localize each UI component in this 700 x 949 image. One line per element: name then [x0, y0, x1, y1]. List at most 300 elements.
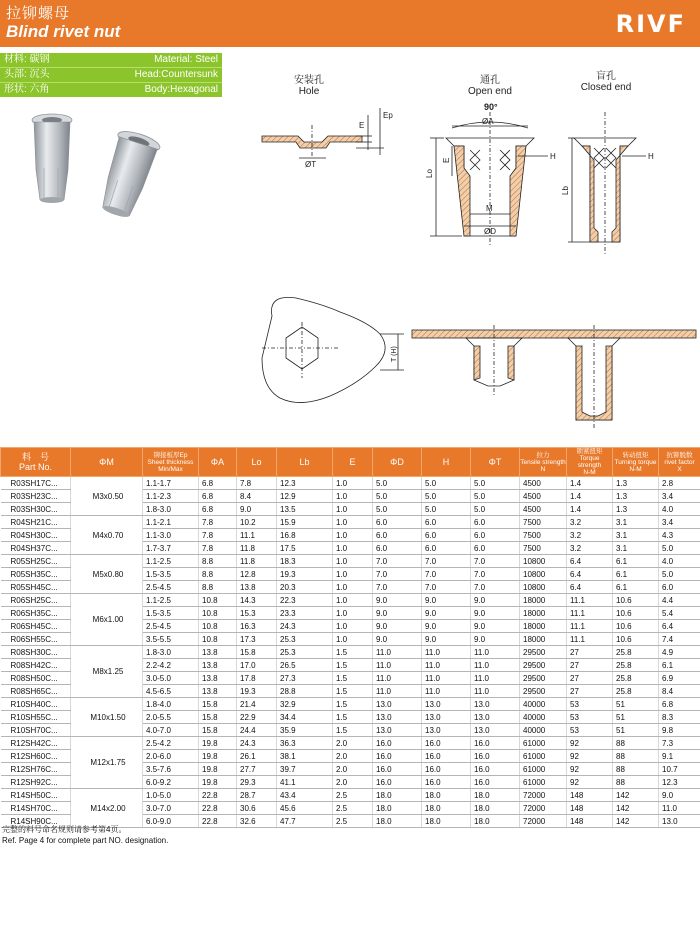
table-cell: 7.0: [422, 581, 471, 594]
table-cell: 10.6: [613, 633, 659, 646]
table-cell: 1.4: [567, 477, 613, 490]
table-cell: 13.8: [237, 581, 277, 594]
table-cell: 1.1-2.5: [143, 555, 199, 568]
spec-table: [0, 447, 700, 828]
table-cell: 10.8: [199, 633, 237, 646]
table-cell: 27: [567, 672, 613, 685]
table-cell: 10.6: [613, 594, 659, 607]
column-header: [613, 448, 659, 477]
table-cell: 1.0: [333, 490, 373, 503]
table-cell: 9.1: [659, 750, 700, 763]
table-cell: 5.0: [422, 503, 471, 516]
table-cell: 18.0: [471, 815, 520, 828]
table-cell: 13.0: [373, 724, 422, 737]
table-cell: 7.0: [373, 555, 422, 568]
table-cell: 21.4: [237, 698, 277, 711]
table-cell: 18000: [520, 633, 567, 646]
part-number-cell: R05SH35C...: [1, 568, 71, 581]
column-header-cn: 料 号: [21, 452, 49, 462]
table-cell: 11.8: [237, 555, 277, 568]
table-cell: 1.7-3.7: [143, 542, 199, 555]
column-header: [373, 448, 422, 477]
table-cell: 25.8: [613, 659, 659, 672]
label-d: ØD: [484, 227, 496, 236]
table-cell: 1.0: [333, 503, 373, 516]
part-number-cell: R12SH76C...: [1, 763, 71, 776]
table-cell: 1.5: [333, 711, 373, 724]
column-header-en: ΦD: [390, 457, 404, 467]
table-cell: 7.0: [471, 568, 520, 581]
table-cell: 2.0: [333, 737, 373, 750]
open-end-caption: [458, 71, 522, 97]
table-cell: 5.0: [422, 477, 471, 490]
table-cell: 3.0-5.0: [143, 672, 199, 685]
table-header-row: [1, 448, 700, 477]
material-cn: 材料: 碳钢: [4, 54, 50, 65]
table-cell: 1.3: [613, 477, 659, 490]
table-cell: 26.5: [277, 659, 333, 672]
thread-size-cell: M12x1.75: [71, 737, 143, 789]
table-cell: 11.0: [471, 659, 520, 672]
part-number-cell: R06SH45C...: [1, 620, 71, 633]
table-cell: 19.8: [199, 763, 237, 776]
table-cell: 18000: [520, 594, 567, 607]
note-cn: 完整的料号命名规则请参考第4页。: [2, 825, 127, 834]
table-cell: 1.1-1.7: [143, 477, 199, 490]
title-english: Blind rivet nut: [6, 22, 121, 41]
table-cell: 29500: [520, 672, 567, 685]
table-cell: 3.5-5.5: [143, 633, 199, 646]
table-cell: 6.1: [613, 555, 659, 568]
table-cell: 2.5-4.5: [143, 581, 199, 594]
part-number-cell: R10SH40C...: [1, 698, 71, 711]
table-cell: 5.0: [471, 477, 520, 490]
body-cn: 形状: 六角: [4, 84, 50, 95]
table-cell: 72000: [520, 815, 567, 828]
table-cell: 22.8: [199, 789, 237, 802]
table-cell: 22.8: [199, 815, 237, 828]
table-cell: 9.0: [471, 594, 520, 607]
table-cell: 13.0: [422, 724, 471, 737]
table-cell: 13.0: [422, 711, 471, 724]
table-cell: 1.0: [333, 594, 373, 607]
table-cell: 142: [613, 815, 659, 828]
column-header-sub: N: [540, 465, 546, 473]
part-number-cell: R08SH50C...: [1, 672, 71, 685]
table-cell: 11.1: [567, 633, 613, 646]
table-cell: 1.0: [333, 477, 373, 490]
label-th: T (H): [391, 346, 398, 362]
table-cell: 16.0: [471, 737, 520, 750]
table-cell: 6.0: [471, 542, 520, 555]
table-cell: 18.0: [471, 789, 520, 802]
table-cell: 6.0: [471, 529, 520, 542]
table-cell: 7.4: [659, 633, 700, 646]
table-cell: 19.8: [199, 750, 237, 763]
table-cell: 7.0: [373, 581, 422, 594]
table-cell: 29500: [520, 659, 567, 672]
table-cell: 6.0-9.0: [143, 815, 199, 828]
table-cell: 8.4: [237, 490, 277, 503]
table-cell: 9.0: [422, 594, 471, 607]
table-cell: 18.0: [422, 789, 471, 802]
spec-table-wrap: [0, 447, 700, 828]
table-cell: 13.8: [199, 659, 237, 672]
technical-drawing: [0, 0, 700, 445]
table-cell: 47.7: [277, 815, 333, 828]
table-cell: 25.3: [277, 646, 333, 659]
label-e-hole: E: [359, 121, 365, 130]
table-cell: 1.5: [333, 672, 373, 685]
table-cell: 2.0: [333, 776, 373, 789]
hole-caption: [284, 71, 334, 97]
table-cell: 16.0: [471, 750, 520, 763]
table-cell: 19.8: [199, 737, 237, 750]
open-end-diagram: [430, 112, 548, 245]
table-row: [1, 516, 700, 529]
table-cell: 1.1-3.0: [143, 529, 199, 542]
closed-end-caption-en: Closed end: [580, 82, 632, 93]
table-cell: 40000: [520, 711, 567, 724]
table-cell: 1.0: [333, 529, 373, 542]
table-cell: 1.5: [333, 659, 373, 672]
table-cell: 12.8: [237, 568, 277, 581]
column-header-cn: 铆接板厚Ep: [153, 451, 188, 459]
table-cell: 11.0: [422, 659, 471, 672]
table-cell: 1.0: [333, 581, 373, 594]
table-cell: 13.0: [471, 711, 520, 724]
table-cell: 3.4: [659, 516, 700, 529]
part-number-cell: R05SH25C...: [1, 555, 71, 568]
brand-logo: RIVF: [615, 10, 686, 38]
column-header-cn: 锁紧扭矩: [576, 448, 603, 455]
table-cell: 6.8: [199, 477, 237, 490]
label-a: ØA: [482, 117, 494, 126]
table-cell: 10800: [520, 581, 567, 594]
table-cell: 8.8: [199, 568, 237, 581]
table-cell: 6.0-9.2: [143, 776, 199, 789]
table-cell: 6.0: [422, 542, 471, 555]
table-cell: 1.0-5.0: [143, 789, 199, 802]
table-cell: 4.3: [659, 529, 700, 542]
table-cell: 7.0: [422, 568, 471, 581]
table-cell: 24.4: [237, 724, 277, 737]
column-header: [1, 448, 71, 477]
table-cell: 34.4: [277, 711, 333, 724]
table-cell: 15.3: [237, 607, 277, 620]
table-cell: 5.0: [373, 503, 422, 516]
table-cell: 6.9: [659, 672, 700, 685]
table-cell: 16.0: [373, 776, 422, 789]
material-en: Material: Steel: [154, 54, 218, 65]
table-cell: 27: [567, 659, 613, 672]
note-en: Ref. Page 4 for complete part NO. designation.: [2, 836, 169, 845]
table-cell: 41.1: [277, 776, 333, 789]
table-cell: 9.0: [422, 607, 471, 620]
table-cell: 7.8: [199, 529, 237, 542]
table-cell: 6.0: [373, 542, 422, 555]
part-number-cell: R10SH55C...: [1, 711, 71, 724]
column-header-en: Tensile strength: [520, 458, 566, 466]
table-cell: 148: [567, 789, 613, 802]
table-cell: 6.0: [471, 516, 520, 529]
part-number-cell: R06SH35C...: [1, 607, 71, 620]
part-number-cell: R12SH42C...: [1, 737, 71, 750]
table-cell: 6.8: [199, 503, 237, 516]
table-cell: 7500: [520, 529, 567, 542]
table-cell: 36.3: [277, 737, 333, 750]
table-cell: 51: [613, 711, 659, 724]
table-cell: 11.1: [567, 607, 613, 620]
table-cell: 1.1-2.1: [143, 516, 199, 529]
table-cell: 16.3: [237, 620, 277, 633]
table-cell: 11.0: [471, 672, 520, 685]
table-cell: 16.0: [422, 737, 471, 750]
table-cell: 40000: [520, 724, 567, 737]
table-cell: 35.9: [277, 724, 333, 737]
table-cell: 11.8: [237, 542, 277, 555]
column-header-sub: X: [677, 465, 682, 473]
column-header-en: ΦM: [99, 457, 114, 467]
table-cell: 27.3: [277, 672, 333, 685]
label-t: ØT: [305, 160, 317, 169]
table-cell: 5.0: [471, 503, 520, 516]
table-cell: 4.0: [659, 503, 700, 516]
table-cell: 11.0: [659, 802, 700, 815]
part-number-cell: R10SH70C...: [1, 724, 71, 737]
table-cell: 8.8: [199, 581, 237, 594]
table-cell: 7.8: [237, 477, 277, 490]
column-header-en: ΦT: [488, 457, 502, 467]
table-cell: 7.0: [471, 555, 520, 568]
part-number-cell: R03SH17C...: [1, 477, 71, 490]
thread-size-cell: M4x0.70: [71, 516, 143, 555]
table-cell: 7500: [520, 542, 567, 555]
table-cell: 2.0-5.5: [143, 711, 199, 724]
product-photo: [32, 114, 162, 222]
table-cell: 15.8: [199, 724, 237, 737]
table-cell: 11.0: [422, 672, 471, 685]
table-cell: 18.0: [471, 802, 520, 815]
column-header: [659, 448, 700, 477]
label-ep: Ep: [383, 111, 393, 120]
table-cell: 51: [613, 698, 659, 711]
label-m: M: [486, 204, 493, 213]
table-cell: 40000: [520, 698, 567, 711]
table-cell: 148: [567, 802, 613, 815]
column-header-sub: Min/Max: [158, 465, 183, 473]
head-cn: 头部: 沉头: [4, 69, 50, 80]
part-number-cell: R04SH37C...: [1, 542, 71, 555]
table-cell: 1.0: [333, 633, 373, 646]
table-cell: 13.0: [659, 815, 700, 828]
column-header: [277, 448, 333, 477]
table-cell: 3.5-7.6: [143, 763, 199, 776]
table-cell: 18000: [520, 607, 567, 620]
table-cell: 32.9: [277, 698, 333, 711]
table-cell: 88: [613, 776, 659, 789]
table-cell: 13.0: [373, 711, 422, 724]
thread-size-cell: M6x1.00: [71, 594, 143, 646]
table-cell: 16.0: [471, 763, 520, 776]
part-number-cell: R05SH45C...: [1, 581, 71, 594]
table-cell: 11.0: [373, 646, 422, 659]
table-cell: 1.3: [613, 503, 659, 516]
table-cell: 18000: [520, 620, 567, 633]
table-cell: 3.1: [613, 542, 659, 555]
part-number-cell: R08SH65C...: [1, 685, 71, 698]
table-cell: 15.9: [277, 516, 333, 529]
table-cell: 148: [567, 815, 613, 828]
table-cell: 10.7: [659, 763, 700, 776]
table-cell: 10.2: [237, 516, 277, 529]
table-cell: 6.1: [659, 659, 700, 672]
table-cell: 13.0: [373, 698, 422, 711]
table-cell: 43.4: [277, 789, 333, 802]
column-header: [199, 448, 237, 477]
table-cell: 2.0: [333, 763, 373, 776]
table-cell: 16.0: [373, 763, 422, 776]
head-en: Head:Countersunk: [134, 69, 218, 80]
table-cell: 20.3: [277, 581, 333, 594]
column-header-en: Part No.: [18, 462, 52, 472]
table-cell: 142: [613, 789, 659, 802]
table-cell: 1.4: [567, 490, 613, 503]
table-cell: 2.0-6.0: [143, 750, 199, 763]
table-cell: 92: [567, 737, 613, 750]
table-cell: 5.0: [471, 490, 520, 503]
table-cell: 18.0: [422, 802, 471, 815]
column-header-cn: 转动扭矩: [622, 451, 649, 459]
table-cell: 9.0: [471, 607, 520, 620]
column-header-en: E: [349, 457, 356, 467]
table-cell: 6.4: [567, 568, 613, 581]
table-cell: 6.0: [373, 516, 422, 529]
table-cell: 3.1: [613, 529, 659, 542]
table-cell: 3.1: [613, 516, 659, 529]
open-end-caption-cn: 通孔: [480, 75, 500, 86]
table-cell: 10800: [520, 555, 567, 568]
column-header: [471, 448, 520, 477]
table-cell: 6.0: [422, 516, 471, 529]
table-cell: 5.0: [422, 490, 471, 503]
table-cell: 6.0: [373, 529, 422, 542]
table-row: [1, 477, 700, 490]
table-cell: 1.5: [333, 685, 373, 698]
table-cell: 22.9: [237, 711, 277, 724]
table-cell: 4500: [520, 490, 567, 503]
table-cell: 29.3: [237, 776, 277, 789]
table-row: [1, 646, 700, 659]
part-number-cell: R08SH30C...: [1, 646, 71, 659]
table-cell: 1.8-4.0: [143, 698, 199, 711]
column-header: [520, 448, 567, 477]
table-cell: 13.8: [199, 685, 237, 698]
table-cell: 6.8: [199, 490, 237, 503]
footnotes: [2, 824, 168, 846]
table-cell: 24.3: [277, 620, 333, 633]
table-cell: 19.8: [199, 776, 237, 789]
table-cell: 1.1-2.5: [143, 594, 199, 607]
thread-size-cell: M14x2.00: [71, 789, 143, 828]
table-cell: 2.0: [333, 750, 373, 763]
table-cell: 6.1: [613, 581, 659, 594]
part-number-cell: R06SH25C...: [1, 594, 71, 607]
table-cell: 29500: [520, 646, 567, 659]
hole-diagram: [262, 108, 384, 158]
table-cell: 9.0: [373, 594, 422, 607]
table-cell: 4.0-7.0: [143, 724, 199, 737]
table-cell: 3.2: [567, 529, 613, 542]
table-cell: 5.0: [659, 542, 700, 555]
table-cell: 11.0: [471, 685, 520, 698]
table-cell: 6.1: [613, 568, 659, 581]
table-cell: 1.5-3.5: [143, 607, 199, 620]
table-cell: 2.5-4.2: [143, 737, 199, 750]
label-lo: Lo: [425, 169, 434, 178]
column-header: [143, 448, 199, 477]
label-h-open: H: [550, 152, 556, 161]
table-cell: 9.0: [373, 620, 422, 633]
table-cell: 9.0: [659, 789, 700, 802]
table-cell: 9.0: [422, 633, 471, 646]
table-cell: 17.8: [237, 672, 277, 685]
column-header-sub: N-M: [583, 469, 596, 476]
table-cell: 6.8: [659, 698, 700, 711]
table-cell: 6.4: [567, 555, 613, 568]
table-cell: 28.7: [237, 789, 277, 802]
table-cell: 4.5-6.5: [143, 685, 199, 698]
table-cell: 5.0: [373, 490, 422, 503]
table-cell: 142: [613, 802, 659, 815]
table-cell: 4.4: [659, 594, 700, 607]
part-number-cell: R04SH21C...: [1, 516, 71, 529]
table-cell: 18.0: [373, 815, 422, 828]
table-row: [1, 789, 700, 802]
table-cell: 7.8: [199, 516, 237, 529]
table-cell: 51: [613, 724, 659, 737]
closed-end-caption: [572, 67, 640, 93]
table-cell: 1.5: [333, 724, 373, 737]
table-row: [1, 594, 700, 607]
table-cell: 11.1: [237, 529, 277, 542]
table-cell: 11.0: [373, 659, 422, 672]
table-cell: 5.0: [373, 477, 422, 490]
table-cell: 9.0: [471, 620, 520, 633]
closed-end-diagram: [568, 112, 646, 255]
table-row: [1, 555, 700, 568]
table-cell: 27.7: [237, 763, 277, 776]
table-cell: 15.8: [237, 646, 277, 659]
table-cell: 9.0: [422, 620, 471, 633]
column-header-sub: N-M: [629, 465, 642, 473]
table-cell: 16.0: [422, 776, 471, 789]
part-number-cell: R03SH30C...: [1, 503, 71, 516]
table-cell: 3.0-7.0: [143, 802, 199, 815]
table-cell: 72000: [520, 789, 567, 802]
table-cell: 23.3: [277, 607, 333, 620]
table-cell: 11.1: [567, 594, 613, 607]
table-cell: 2.2-4.2: [143, 659, 199, 672]
part-number-cell: R06SH55C...: [1, 633, 71, 646]
column-header-en: rivet factor: [664, 458, 695, 466]
table-cell: 17.5: [277, 542, 333, 555]
table-cell: 1.0: [333, 555, 373, 568]
table-cell: 10.8: [199, 620, 237, 633]
table-cell: 7.0: [422, 555, 471, 568]
table-cell: 6.4: [659, 620, 700, 633]
table-cell: 25.8: [613, 685, 659, 698]
